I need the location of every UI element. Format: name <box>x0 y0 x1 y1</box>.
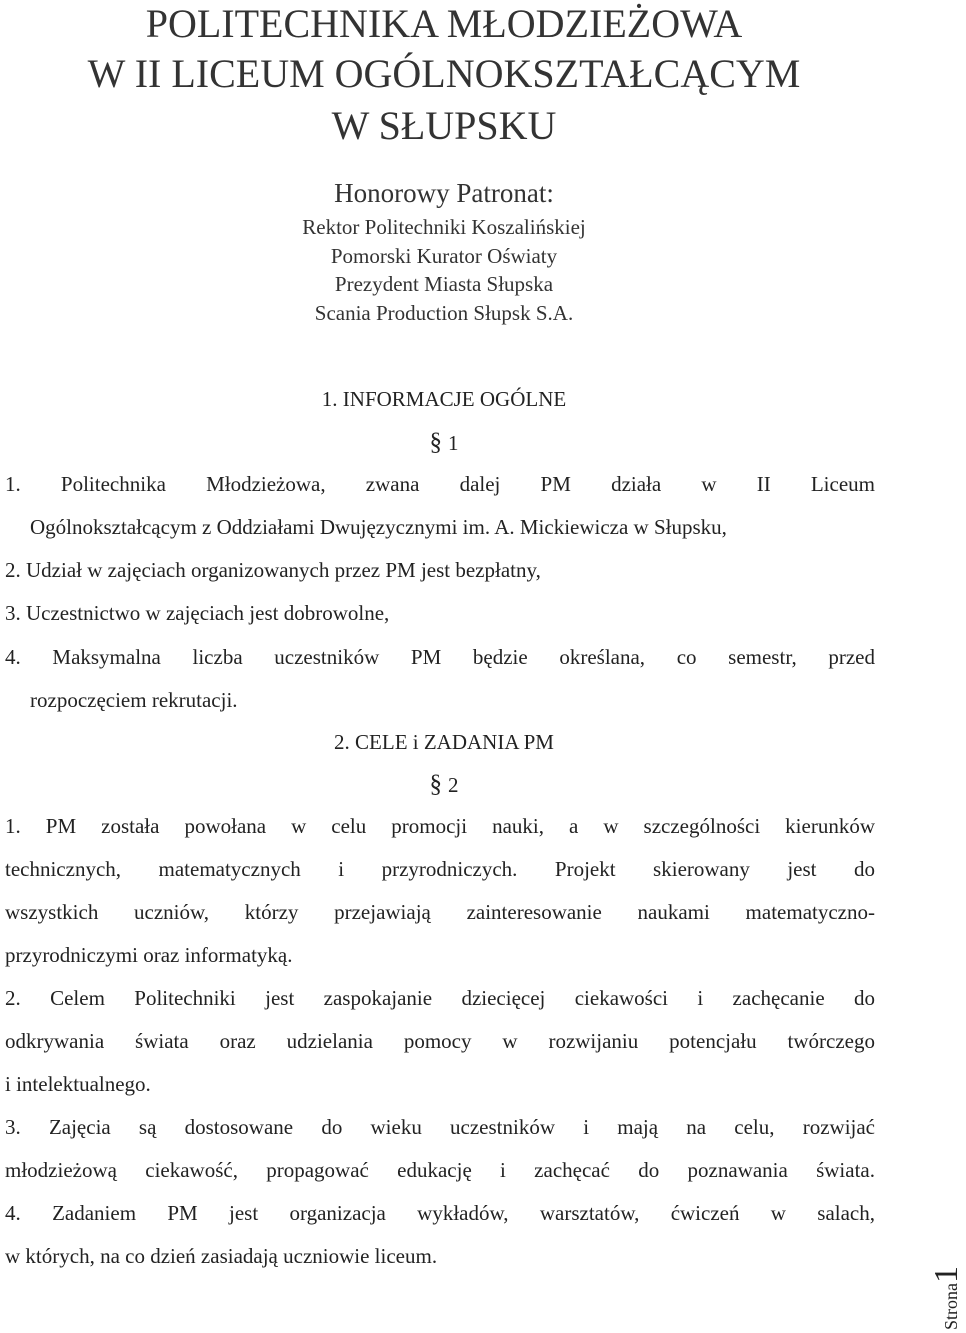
section-2-heading: 2. CELE i ZADANIA PM <box>334 730 554 754</box>
paragraph-line: 4. Maksymalna liczba uczestników PM będzie określana, co semestr, przed <box>5 645 875 669</box>
paragraph-line: w których, na co dzień zasiadają uczniowie liceum. <box>5 1244 438 1268</box>
paragraph-line: Ogólnokształcącym z Oddziałami Dwujęzycznymi im. A. Mickiewicza w Słupsku, <box>30 515 727 539</box>
patronage-heading: Honorowy Patronat: <box>334 178 554 208</box>
section-sign-icon: § <box>429 429 442 456</box>
document-title-line-1: POLITECHNIKA MŁODZIEŻOWA <box>145 1 743 46</box>
paragraph-line: 2. Udział w zajęciach organizowanych przez PM jest bezpłatny, <box>5 558 541 582</box>
document-title-line-3: W SŁUPSKU <box>331 103 557 148</box>
paragraph-line: przyrodniczymi oraz informatyką. <box>5 943 293 967</box>
patron-item: Pomorski Kurator Oświaty <box>330 244 558 268</box>
paragraph-line: 4. Zadaniem PM jest organizacja wykładów, warsztatów, ćwiczeń w salach, <box>5 1201 875 1225</box>
page-number: 1 <box>928 1266 965 1283</box>
paragraph-line: odkrywania świata oraz udzielania pomocy w rozwijaniu potencjału twórczego <box>5 1029 875 1053</box>
paragraph-line: 3. Zajęcia są dostosowane do wieku uczestników i mają na celu, rozwijać <box>5 1115 875 1139</box>
paragraph-line: wszystkich uczniów, którzy przejawiają zainteresowanie naukami matematyczno- <box>5 900 875 924</box>
section-sign-icon: § <box>429 771 442 798</box>
paragraph-line: 1. PM została powołana w celu promocji nauki, a w szczególności kierunków <box>5 814 875 838</box>
paragraph-line: 2. Celem Politechniki jest zaspokajanie dziecięcej ciekawości i zachęcanie do <box>5 986 875 1010</box>
paragraph-line: młodzieżową ciekawość, propagować edukację i zachęcać do poznawania świata. <box>5 1158 875 1182</box>
paragraph-line: technicznych, matematycznych i przyrodniczych. Projekt skierowany jest do <box>5 857 875 881</box>
document-title-line-2: W II LICEUM OGÓLNOKSZTAŁCĄCYM <box>87 51 801 96</box>
patron-item: Scania Production Słupsk S.A. <box>314 301 574 325</box>
paragraph-line: 1. Politechnika Młodzieżowa, zwana dalej PM działa w II Liceum <box>5 472 875 496</box>
patron-item: Prezydent Miasta Słupska <box>334 272 554 296</box>
paragraph-line: 3. Uczestnictwo w zajęciach jest dobrowolne, <box>5 601 390 625</box>
section-2-paragraph-mark <box>0 771 888 799</box>
section-1-number: 1 <box>448 431 459 455</box>
section-1-paragraph-mark <box>0 429 888 457</box>
paragraph-line: rozpoczęciem rekrutacji. <box>30 688 238 712</box>
patron-item: Rektor Politechniki Koszalińskiej <box>302 215 586 239</box>
page-number-footer <box>928 1260 965 1330</box>
section-2-number: 2 <box>448 773 459 797</box>
page-label: Strona <box>941 1283 961 1330</box>
section-1-heading: 1. INFORMACJE OGÓLNE <box>321 387 567 411</box>
paragraph-line: i intelektualnego. <box>5 1072 151 1096</box>
